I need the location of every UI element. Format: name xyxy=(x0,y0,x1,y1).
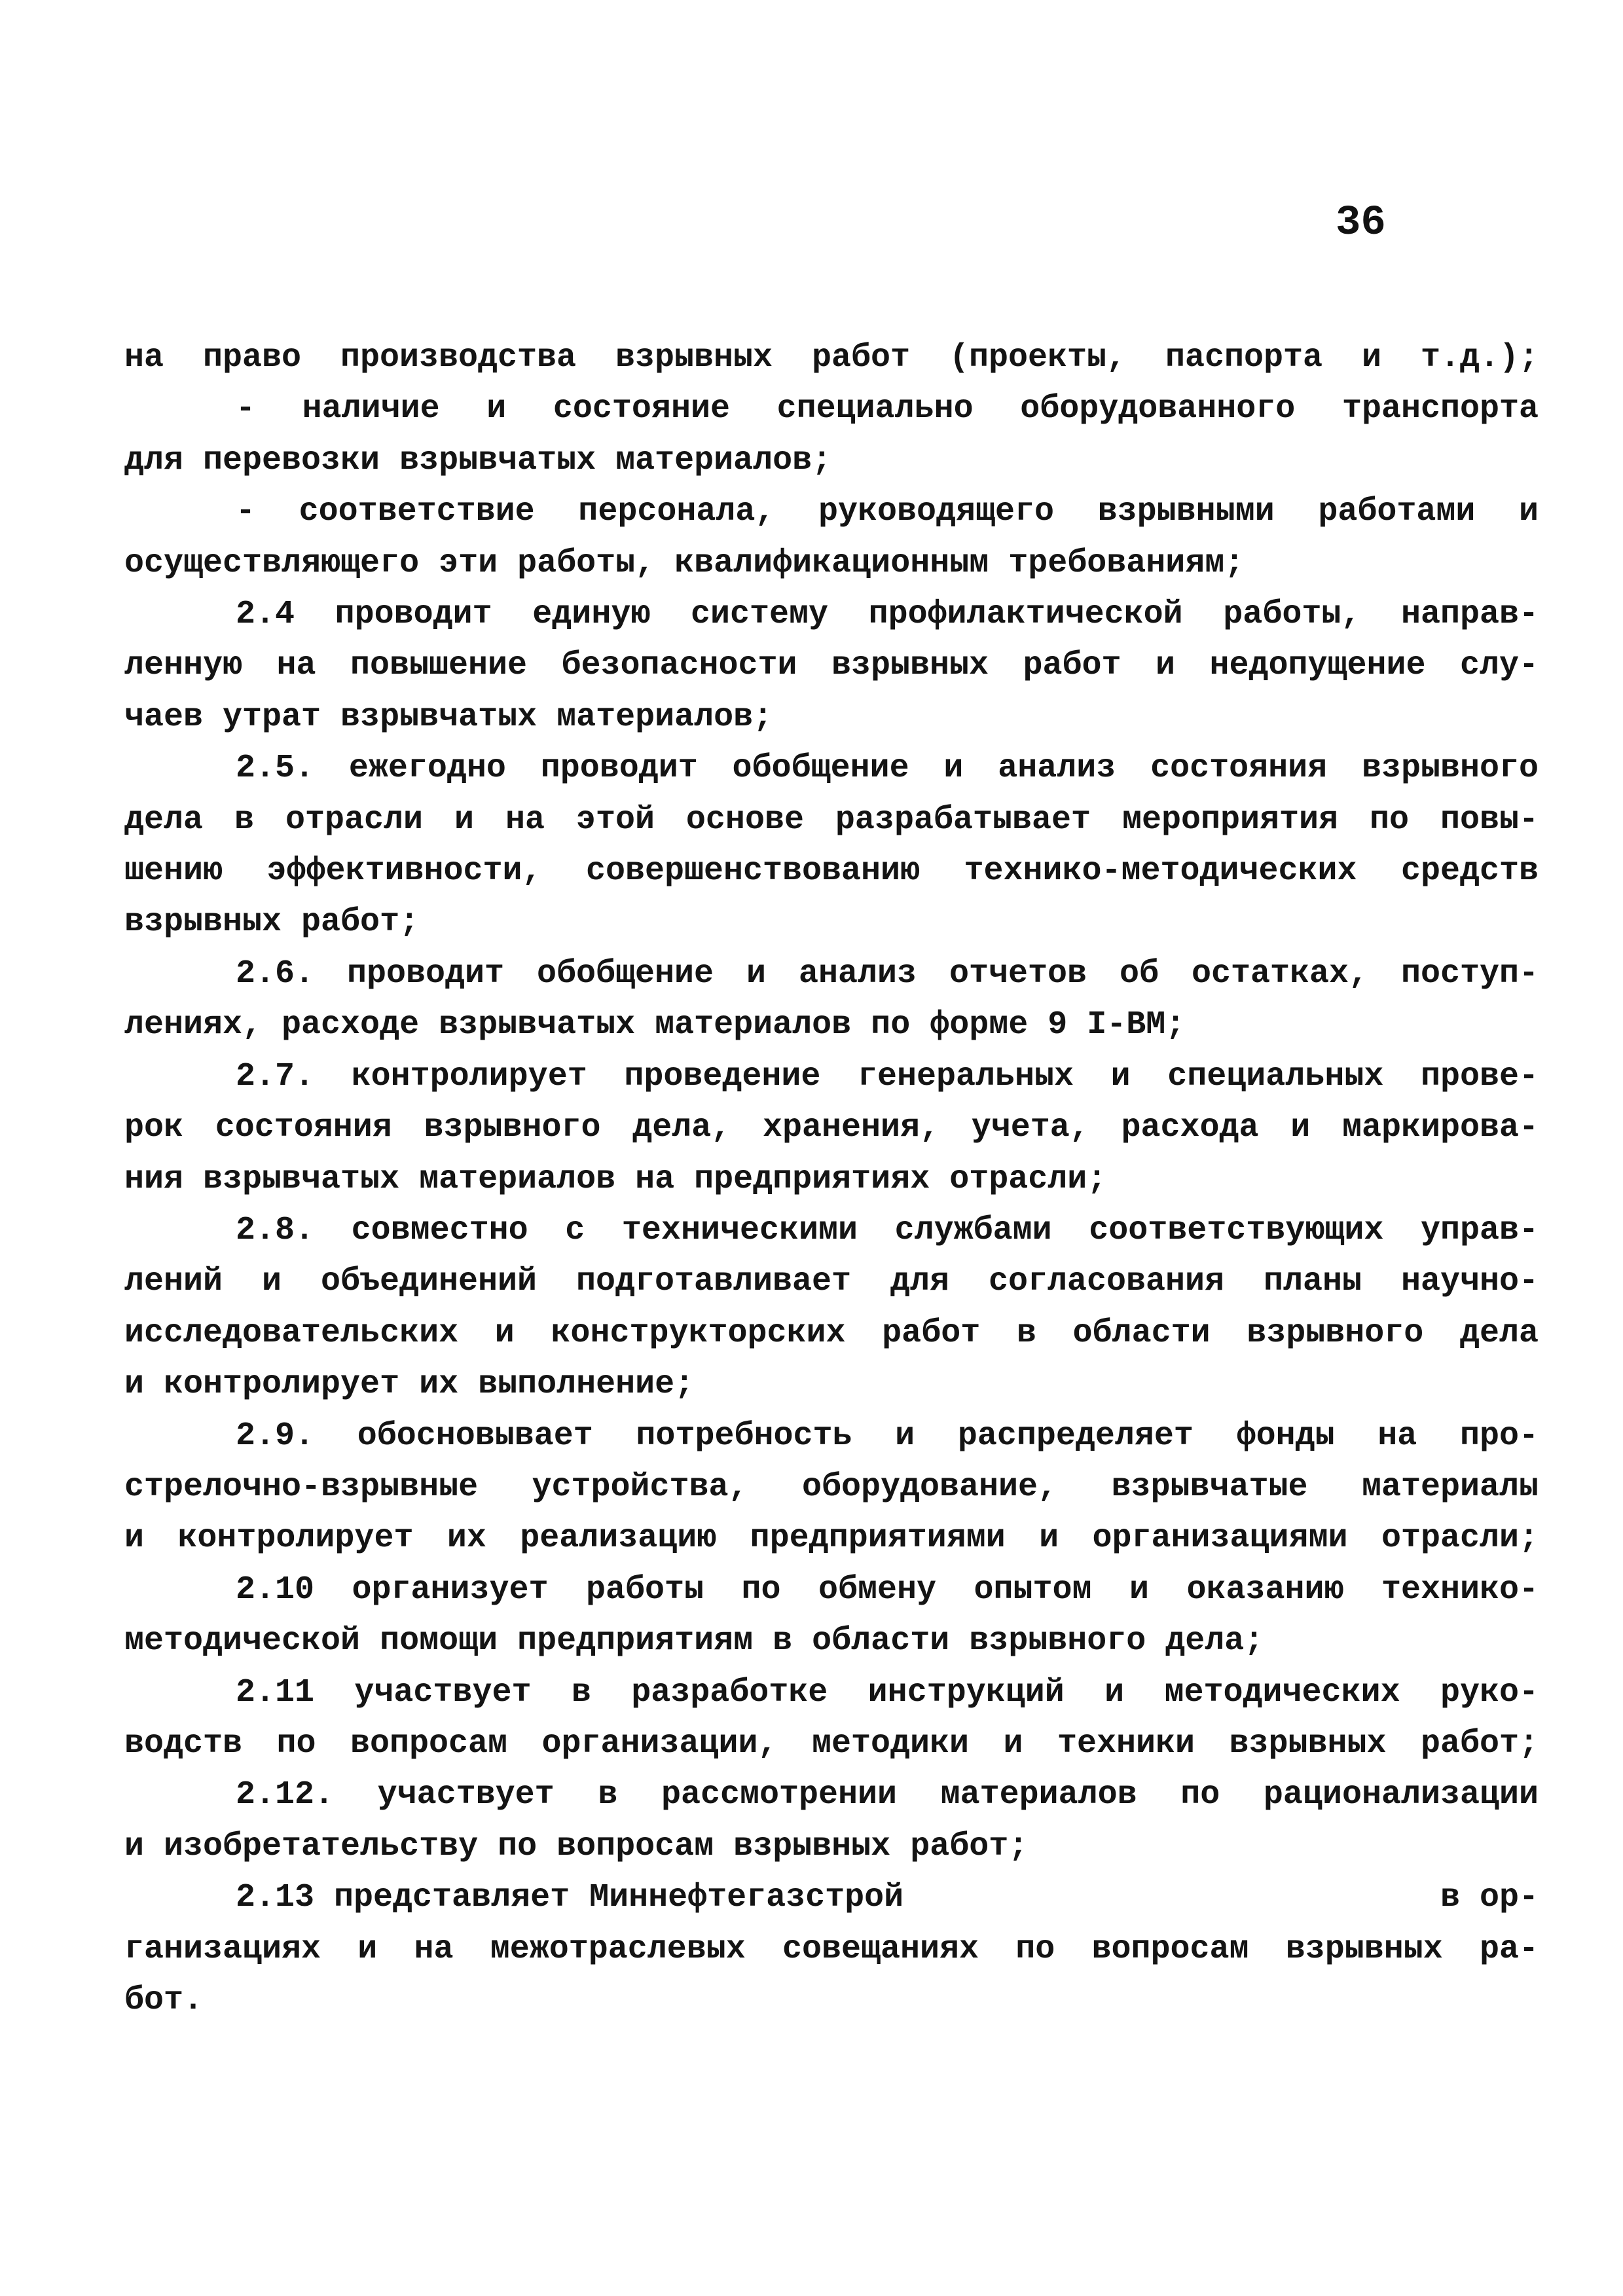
text-line: 2.10 организует работы по обмену опытом и оказанию технико- xyxy=(236,1571,1539,1609)
text-line: 2.4 проводит единую систему профилактической работы, направ- xyxy=(236,596,1539,634)
text-line: стрелочно-взрывные устройства, оборудование, взрывчатые материалы xyxy=(124,1468,1539,1506)
text-line: водств по вопросам организации, методики и техники взрывных работ; xyxy=(124,1724,1539,1762)
text-line: ния взрывчатых материалов на предприятиях отрасли; xyxy=(124,1160,1107,1198)
text-line: рок состояния взрывного дела, хранения, учета, расхода и маркирова- xyxy=(124,1109,1539,1147)
text-line: ганизациях и на межотраслевых совещаниях по вопросам взрывных ра- xyxy=(124,1930,1539,1968)
text-line: для перевозки взрывчатых материалов; xyxy=(124,441,832,479)
text-line: 2.12. участвует в рассмотрении материалов по рационализации xyxy=(236,1776,1539,1814)
text-line-end: в ор- xyxy=(1440,1879,1539,1917)
text-line: 2.7. контролирует проведение генеральных и специальных прове- xyxy=(236,1057,1539,1095)
text-line: 2.11 участвует в разработке инструкций и методических руко- xyxy=(236,1673,1539,1711)
text-line: дела в отрасли и на этой основе разрабатывает мероприятия по повы- xyxy=(124,801,1539,839)
text-line: 2.6. проводит обобщение и анализ отчетов об остатках, поступ- xyxy=(236,955,1539,993)
text-line: на право производства взрывных работ (проекты, паспорта и т.д.); xyxy=(124,339,1539,376)
document-body xyxy=(124,333,1539,2026)
text-line: 2.8. совместно с техническими службами соответствующих управ- xyxy=(236,1211,1539,1249)
text-line: осуществляющего эти работы, квалификационным требованиям; xyxy=(124,544,1245,582)
text-line: лениях, расходе взрывчатых материалов по форме 9 І-ВМ; xyxy=(124,1006,1186,1044)
page-number: 36 xyxy=(1336,200,1386,247)
text-line: - наличие и состояние специально оборудованного транспорта xyxy=(236,390,1539,428)
text-line: 2.5. ежегодно проводит обобщение и анализ состояния взрывного xyxy=(236,750,1539,788)
text-line-start: 2.13 представляет Миннефтегазстрой xyxy=(236,1879,904,1917)
text-line: бот. xyxy=(124,1982,204,2019)
text-line: 2.9. обосновывает потребность и распределяет фонды на про- xyxy=(236,1417,1539,1455)
text-line: ленную на повышение безопасности взрывных работ и недопущение слу- xyxy=(124,647,1539,685)
text-line: методической помощи предприятиям в области взрывного дела; xyxy=(124,1622,1264,1660)
text-line: и контролирует их реализацию предприятиями и организациями отрасли; xyxy=(124,1520,1539,1558)
text-line: лений и объединений подготавливает для согласования планы научно- xyxy=(124,1263,1539,1301)
text-line: - соответствие персонала, руководящего взрывными работами и xyxy=(236,493,1539,531)
text-line: шению эффективности, совершенствованию технико-методических средств xyxy=(124,852,1539,890)
text-line: исследовательских и конструкторских работ в области взрывного дела xyxy=(124,1314,1539,1352)
text-line: и изобретательству по вопросам взрывных работ; xyxy=(124,1827,1029,1865)
text-line: чаев утрат взрывчатых материалов; xyxy=(124,698,773,736)
text-line xyxy=(124,1872,1539,1923)
text-line: взрывных работ; xyxy=(124,903,420,941)
text-line: и контролирует их выполнение; xyxy=(124,1366,695,1404)
